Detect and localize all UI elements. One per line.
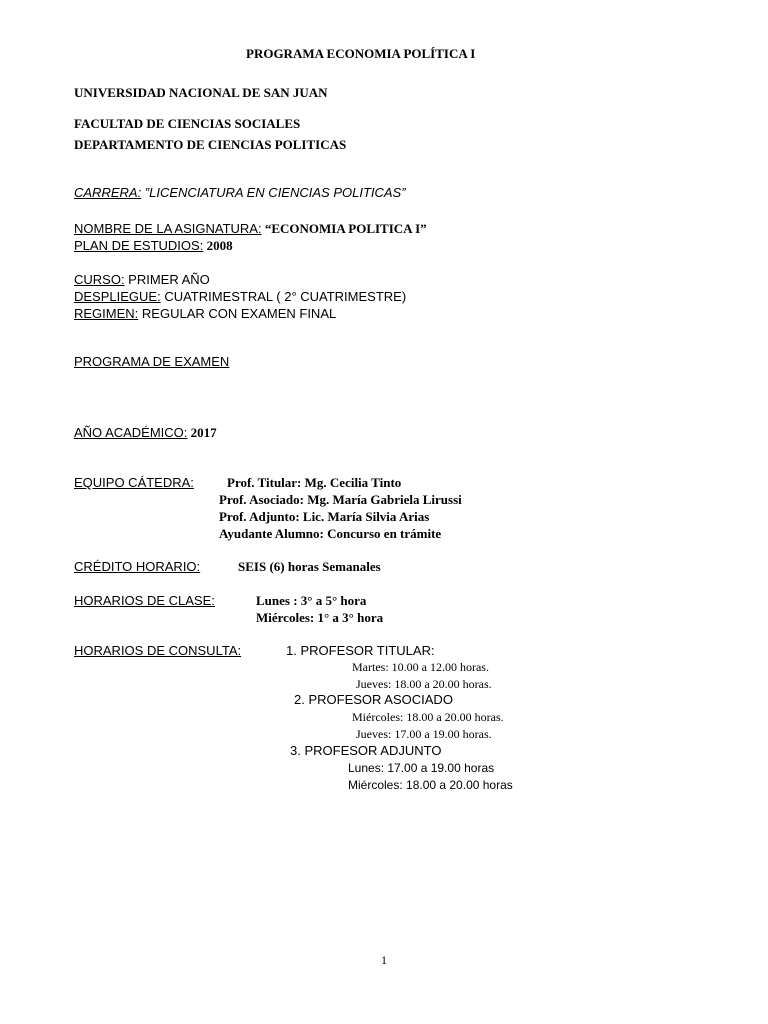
regimen-line [74, 306, 336, 321]
consulta-line: Jueves: 17.00 a 19.00 horas. [356, 727, 492, 741]
equipo-member: Ayudante Alumno: Concurso en trámite [219, 526, 442, 541]
anio-line [74, 425, 217, 440]
consulta-group-heading: 3. PROFESOR ADJUNTO [290, 743, 442, 758]
asignatura-label: NOMBRE DE LA ASIGNATURA: [74, 221, 262, 236]
anio-value: 2017 [187, 425, 217, 440]
document-title: PROGRAMA ECONOMIA POLÍTICA I [246, 46, 476, 61]
consulta-group-heading: 2. PROFESOR ASOCIADO [294, 692, 453, 707]
carrera-value: ”LICENCIATURA EN CIENCIAS POLITICAS” [141, 185, 406, 200]
credito-label: CRÉDITO HORARIO: [74, 559, 201, 574]
credito-value: SEIS (6) horas Semanales [238, 559, 381, 574]
plan-line [74, 238, 233, 253]
carrera-line [74, 185, 406, 200]
programa-heading: PROGRAMA DE EXAMEN [74, 354, 230, 369]
asignatura-value: “ECONOMIA POLITICA I” [261, 221, 427, 236]
consulta-label: HORARIOS DE CONSULTA: [74, 643, 242, 658]
asignatura-line [74, 221, 427, 236]
clase-line: Lunes : 3° a 5° hora [256, 593, 367, 608]
regimen-value: REGULAR CON EXAMEN FINAL [138, 306, 337, 321]
consulta-line: Jueves: 18.00 a 20.00 horas. [356, 677, 492, 691]
anio-label: AÑO ACADÉMICO: [74, 425, 188, 440]
consulta-line: Miércoles: 18.00 a 20.00 horas [348, 778, 513, 792]
faculty-name: FACULTAD DE CIENCIAS SOCIALES [74, 116, 301, 131]
curso-line [74, 272, 210, 287]
despliegue-label: DESPLIEGUE: [74, 289, 161, 304]
consulta-line: Martes: 10.00 a 12.00 horas. [352, 660, 489, 674]
equipo-member: Prof. Asociado: Mg. María Gabriela Lirussi [219, 492, 462, 507]
clase-label: HORARIOS DE CLASE: [74, 593, 215, 608]
page-number: 1 [381, 953, 387, 967]
consulta-group-heading: 1. PROFESOR TITULAR: [286, 643, 435, 658]
despliegue-value: CUATRIMESTRAL ( 2° CUATRIMESTRE) [160, 289, 407, 304]
equipo-member: Prof. Titular: Mg. Cecilia Tinto [227, 475, 402, 490]
department-name: DEPARTAMENTO DE CIENCIAS POLITICAS [74, 137, 347, 152]
despliegue-line [74, 289, 406, 304]
carrera-label: CARRERA: [74, 185, 142, 200]
plan-value: 2008 [203, 238, 233, 253]
curso-value: PRIMER AÑO [124, 272, 210, 287]
curso-label: CURSO: [74, 272, 125, 287]
equipo-label: EQUIPO CÁTEDRA: [74, 475, 194, 490]
consulta-line: Miércoles: 18.00 a 20.00 horas. [352, 710, 504, 724]
equipo-member: Prof. Adjunto: Lic. María Silvia Arias [219, 509, 430, 524]
consulta-line: Lunes: 17.00 a 19.00 horas [348, 761, 495, 775]
clase-line: Miércoles: 1° a 3° hora [256, 610, 384, 625]
regimen-label: REGIMEN: [74, 306, 139, 321]
plan-label: PLAN DE ESTUDIOS: [74, 238, 204, 253]
university-name: UNIVERSIDAD NACIONAL DE SAN JUAN [74, 85, 328, 100]
